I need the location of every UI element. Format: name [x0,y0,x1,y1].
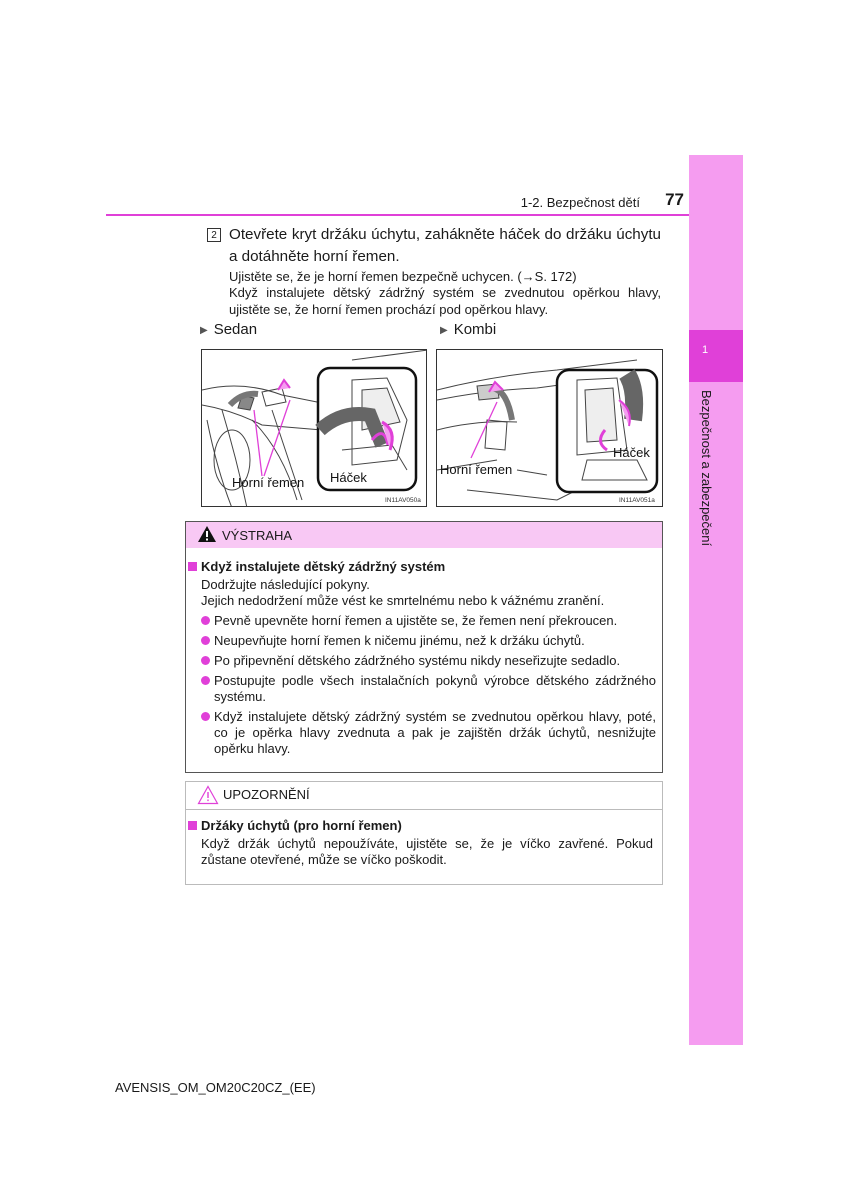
figure-sedan [201,349,427,507]
warning-heading-text: Když instalujete dětský zádržný systém [201,559,446,574]
caution-triangle-icon [197,785,219,805]
chapter-title: Bezpečnost a zabezpečení [699,390,714,547]
kombi-illustration [437,350,663,507]
notice-heading [188,818,402,834]
warning-bullet-text: Postupujte podle všech instalačních pokynů výrobce dětského zádržného systému. [214,673,656,704]
warning-intro-1: Dodržujte následující pokyny. [201,577,370,592]
warning-title: VÝSTRAHA [222,528,293,543]
sedan-callout-strap: Horní řemen [232,475,305,490]
kombi-figure-code: IN11AV051a [619,497,655,504]
chapter-number-tab [689,330,743,382]
bullet-dot-icon [201,676,210,685]
chapter-number: 1 [702,344,709,356]
step-instruction: Otevřete kryt držáku úchytu, zahákněte háček do držáku úchytu a dotáhněte horní řemen. [229,226,661,265]
notice-heading-text: Držáky úchytů (pro horní řemen) [201,818,402,833]
triangle-right-icon: ▶ [440,325,448,336]
step-note-1: Ujistěte se, že je horní řemen bezpečně uchycen. (→S. 172) [229,269,577,284]
footer-code: AVENSIS_OM_OM20C20CZ_(EE) [115,1080,316,1095]
warning-heading [188,559,445,575]
warning-intro-2: Jejich nedodržení může vést ke smrtelnému nebo k vážnému zranění. [201,593,605,608]
chapter-side-tab [689,155,743,1045]
variant-label-sedan [200,321,257,338]
notice-header-divider [186,809,662,810]
variant-label-kombi [440,321,496,338]
kombi-callout-strap: Horní řemen [440,462,513,477]
warning-bullet-text: Po připevnění dětského zádržného systému nikdy neseřizujte sedadlo. [214,653,621,668]
warning-bullet-text: Neupevňujte horní řemen k ničemu jinému, než k držáku úchytů. [214,633,585,648]
section-title: 1-2. Bezpečnost dětí [520,195,640,210]
step-number-badge: 2 [207,228,221,242]
sedan-illustration [202,350,427,507]
figure-kombi [436,349,663,507]
bullet-dot-icon [201,712,210,721]
square-bullet-icon [188,821,197,830]
notice-title: UPOZORNĚNÍ [223,787,310,802]
bullet-dot-icon [201,616,210,625]
kombi-callout-hook: Háček [613,445,650,460]
variant-sedan-text: Sedan [213,321,258,338]
page-number: 77 [665,190,684,209]
warning-bullet-text: Když instalujete dětský zádržný systém se zvednutou opěrkou hlavy, poté, co je opěrka hlavy zvednuta a pak je zajištěn držák úchytů, nesnižujte opěrku hlavy. [214,709,656,756]
sedan-callout-hook: Háček [330,470,367,485]
square-bullet-icon [188,562,197,571]
sedan-figure-code: IN11AV050a [385,497,421,504]
warning-triangle-icon [197,525,217,543]
header-rule [106,214,689,216]
step-note-2: Když instalujete dětský zádržný systém se zvednutou opěrkou hlavy, ujistěte se, že horní řemen prochází pod opěrkou hlavy. [229,285,661,317]
warning-bullet-text: Pevně upevněte horní řemen a ujistěte se, že řemen není překroucen. [214,613,618,628]
notice-text: Když držák úchytů nepoužíváte, ujistěte se, že je víčko zavřené. Pokud zůstane otevřené, může se víčko poškodit. [201,836,653,867]
bullet-dot-icon [201,636,210,645]
bullet-dot-icon [201,656,210,665]
variant-kombi-text: Kombi [453,321,497,338]
triangle-right-icon: ▶ [200,325,208,336]
